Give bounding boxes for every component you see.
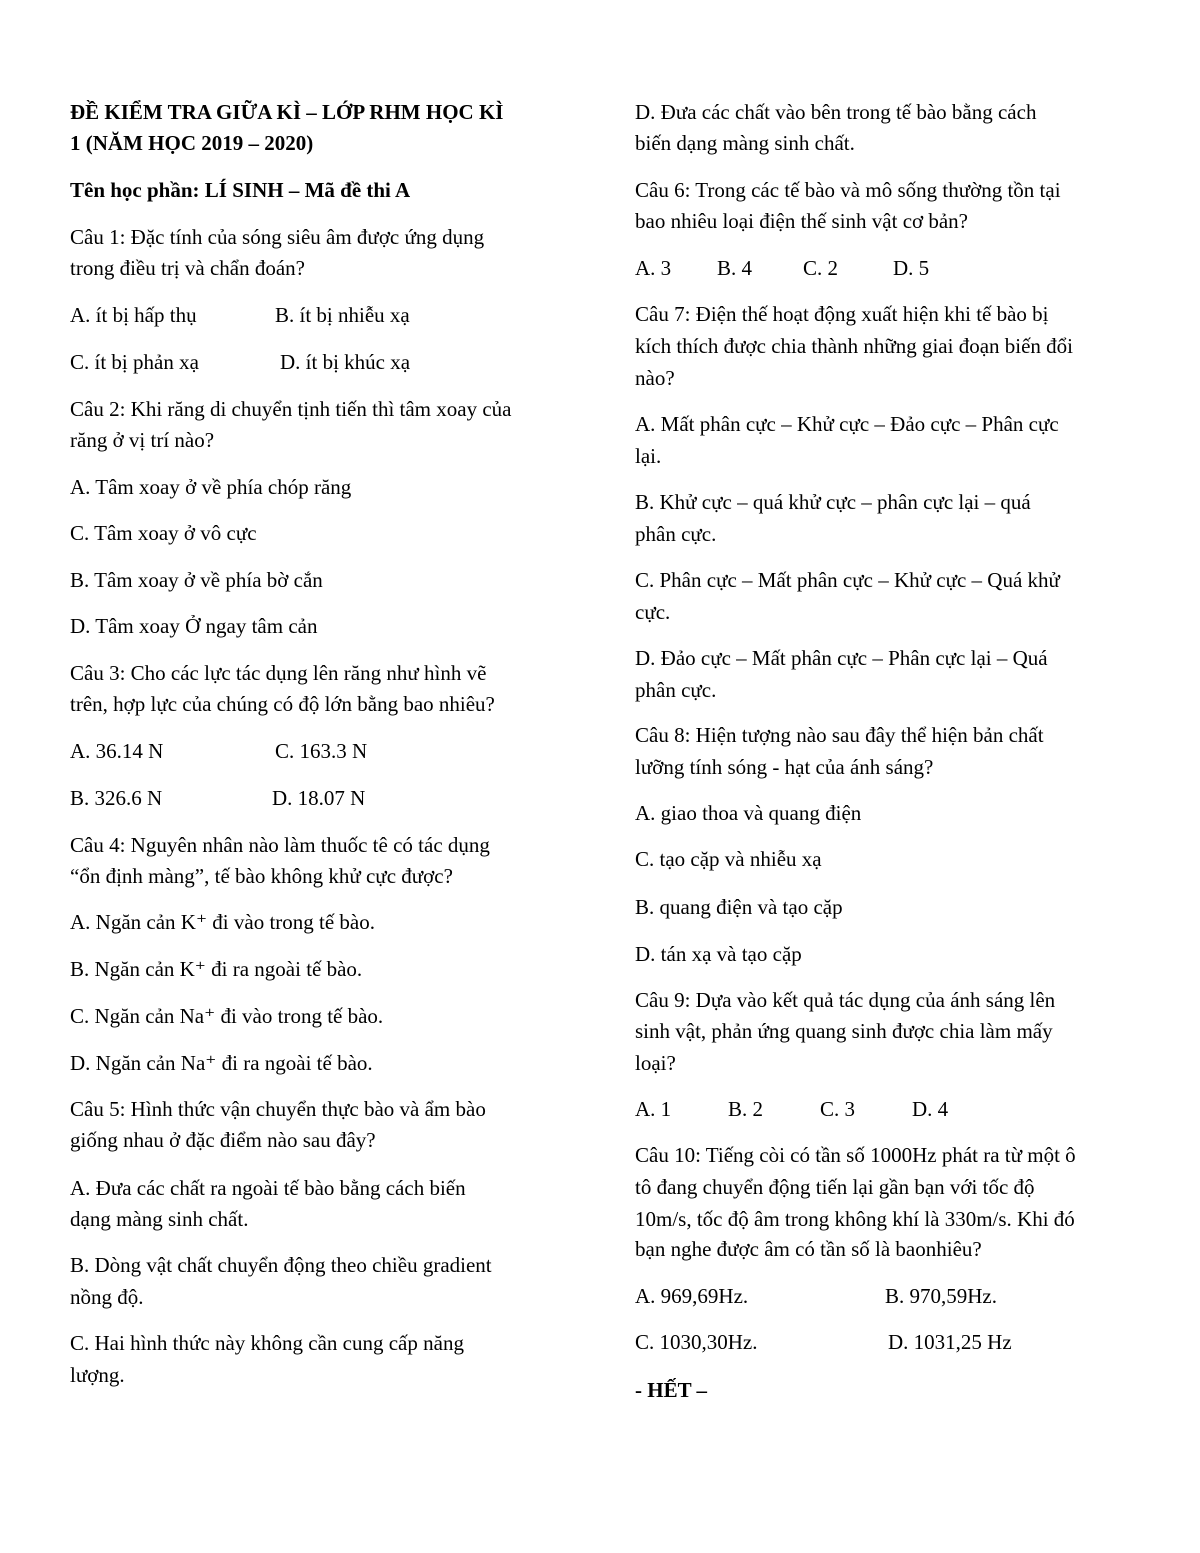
option: D. 1031,25 Hz [888,1330,1012,1354]
option: C. 163.3 N [275,739,368,763]
option: A. Tâm xoay ở về phía chóp răng [70,475,352,499]
option: D. Đảo cực – Mất phân cực – Phân cực lại – Quá [635,646,1048,670]
question-text: Câu 2: Khi răng di chuyển tịnh tiến thì tâm xoay của [70,397,512,421]
option: A. giao thoa và quang điện [635,801,862,825]
option: A. ít bị hấp thụ [70,303,197,327]
title-line: 1 (NĂM HỌC 2019 – 2020) [70,131,314,155]
question-text: Câu 9: Dựa vào kết quả tác dụng của ánh sáng lên [635,988,1056,1012]
option: D. Đưa các chất vào bên trong tế bào bằng cách [635,100,1037,124]
option: D. 5 [893,256,930,280]
option: C. Ngăn cản Na⁺ đi vào trong tế bào. [70,1004,384,1028]
option: D. 4 [912,1097,949,1121]
option: A. 36.14 N [70,739,164,763]
option: C. Hai hình thức này không cần cung cấp năng [70,1331,464,1355]
option: nồng độ. [70,1285,144,1309]
option: B. Ngăn cản K⁺ đi ra ngoài tế bào. [70,957,363,981]
option: cực. [635,600,671,624]
end-marker: - HẾT – [635,1378,707,1402]
option: A. Mất phân cực – Khử cực – Đảo cực – Phân cực [635,412,1059,436]
option: D. Ngăn cản Na⁺ đi ra ngoài tế bào. [70,1051,373,1075]
option: phân cực. [635,522,717,546]
option: lại. [635,444,662,468]
title-line: ĐỀ KIỂM TRA GIỮA KÌ – LỚP RHM HỌC KÌ [70,100,504,124]
option: A. 1 [635,1097,672,1121]
question-text: Câu 4: Nguyên nhân nào làm thuốc tê có tác dụng [70,833,490,857]
question-text: nào? [635,366,675,390]
option: C. ít bị phản xạ [70,350,199,374]
question-text: trên, hợp lực của chúng có độ lớn bằng bao nhiêu? [70,692,495,716]
option: C. 2 [803,256,839,280]
option: B. 4 [717,256,753,280]
option: C. 1030,30Hz. [635,1330,758,1354]
question-text: “ổn định màng”, tế bào không khử cực được? [70,864,453,888]
question-text: 10m/s, tốc độ âm trong không khí là 330m/s. Khi đó [635,1207,1075,1231]
option: dạng màng sinh chất. [70,1207,249,1231]
option: A. Đưa các chất ra ngoài tế bào bằng cách biến [70,1176,466,1200]
option: D. ít bị khúc xạ [280,350,411,374]
option: C. Phân cực – Mất phân cực – Khử cực – Quá khử [635,568,1060,592]
option: B. 326.6 N [70,786,163,810]
question-text: trong điều trị và chẩn đoán? [70,256,305,280]
option: B. 970,59Hz. [885,1284,997,1308]
option: B. Tâm xoay ở về phía bờ cắn [70,568,323,592]
option: B. Khử cực – quá khử cực – phân cực lại – quá [635,490,1031,514]
question-text: răng ở vị trí nào? [70,428,215,452]
option: D. tán xạ và tạo cặp [635,942,802,966]
question-text: Câu 7: Điện thế hoạt động xuất hiện khi tế bào bị [635,302,1049,326]
option: B. ít bị nhiễu xạ [275,303,410,327]
option: D. 18.07 N [272,786,366,810]
question-text: giống nhau ở đặc điểm nào sau đây? [70,1128,376,1152]
question-text: Câu 3: Cho các lực tác dụng lên răng như hình vẽ [70,661,487,685]
option: B. 2 [728,1097,764,1121]
question-text: Câu 10: Tiếng còi có tần số 1000Hz phát ra từ một ô [635,1143,1076,1167]
option: phân cực. [635,678,717,702]
question-text: tô đang chuyển động tiến lại gần bạn với tốc độ [635,1175,1035,1199]
option: A. 969,69Hz. [635,1284,749,1308]
option: C. 3 [820,1097,856,1121]
question-text: bạn nghe được âm có tần số là baonhiêu? [635,1237,982,1261]
course-subtitle: Tên học phần: LÍ SINH – Mã đề thi A [70,178,411,202]
option: B. Dòng vật chất chuyển động theo chiều gradient [70,1253,492,1277]
question-text: bao nhiêu loại điện thế sinh vật cơ bản? [635,209,969,233]
question-text: Câu 6: Trong các tế bào và mô sống thường tồn tại [635,178,1061,202]
option: C. Tâm xoay ở vô cực [70,521,257,545]
question-text: kích thích được chia thành những giai đoạn biến đổi [635,334,1074,358]
question-text: Câu 5: Hình thức vận chuyển thực bào và ẩm bào [70,1097,486,1121]
option: biến dạng màng sinh chất. [635,131,855,155]
question-text: Câu 8: Hiện tượng nào sau đây thể hiện bản chất [635,723,1044,747]
option: A. 3 [635,256,672,280]
option: D. Tâm xoay Ở ngay tâm cản [70,614,318,638]
question-text: Câu 1: Đặc tính của sóng siêu âm được ứng dụng [70,225,485,249]
option: B. quang điện và tạo cặp [635,895,843,919]
option: C. tạo cặp và nhiễu xạ [635,847,822,871]
question-text: lưỡng tính sóng - hạt của ánh sáng? [635,755,934,779]
question-text: loại? [635,1051,676,1075]
question-text: sinh vật, phản ứng quang sinh được chia làm mấy [635,1019,1053,1043]
option: lượng. [70,1363,125,1387]
option: A. Ngăn cản K⁺ đi vào trong tế bào. [70,910,376,934]
